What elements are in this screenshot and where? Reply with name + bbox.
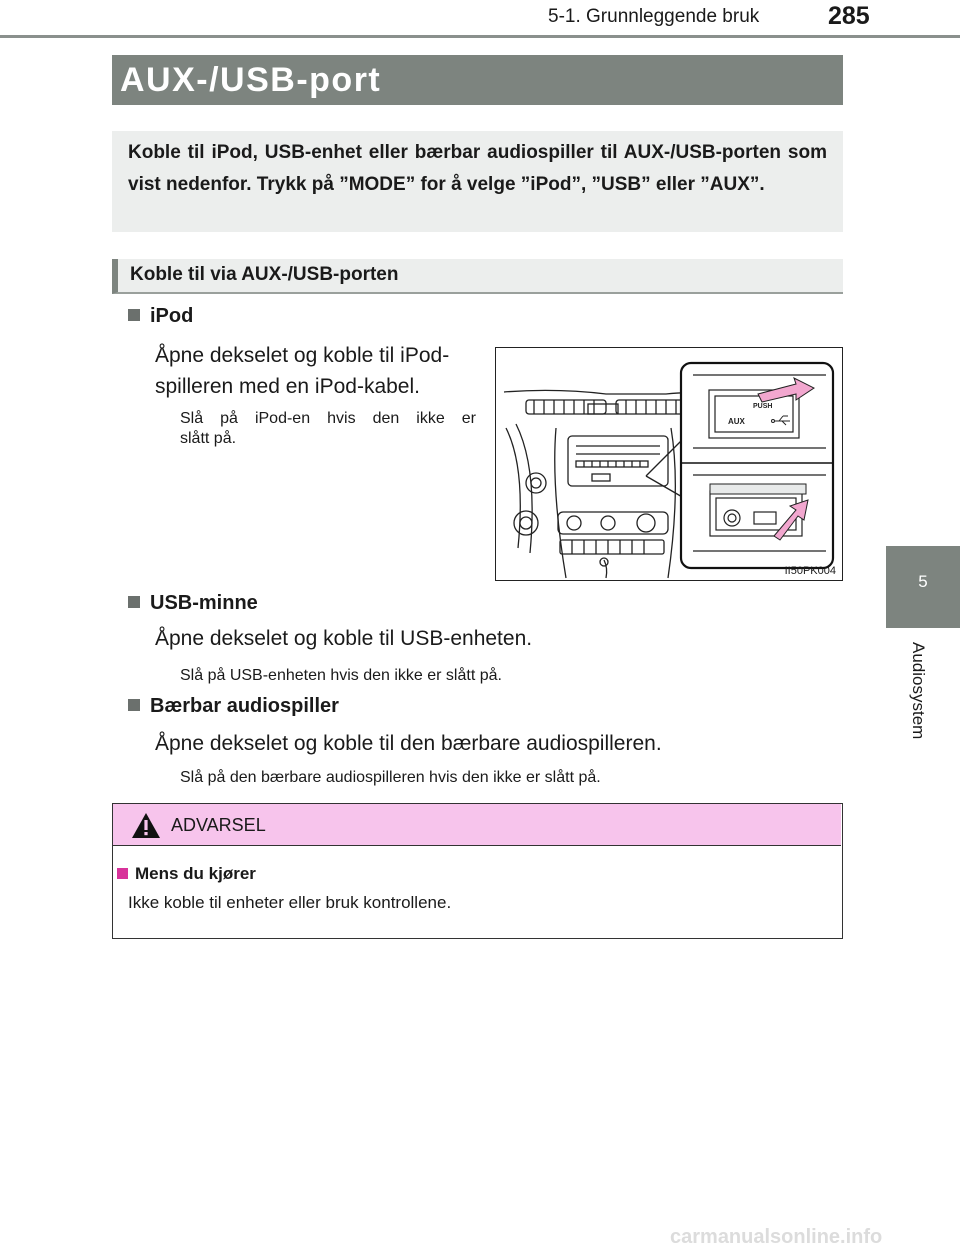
warning-label: ADVARSEL <box>171 815 266 835</box>
item-note-usb: Slå på USB-enheten hvis den ikke er slått på. <box>180 667 502 684</box>
item-heading-usb: USB-minne <box>128 592 258 615</box>
header-section-title: 5-1. Grunnleggende bruk <box>548 6 760 27</box>
item-note-ipod: Slå på iPod-en hvis den ikke er slått på. <box>180 410 476 447</box>
subheading: Koble til via AUX-/USB-porten <box>130 264 399 285</box>
page-number: 285 <box>828 2 870 30</box>
item-text-portable: Åpne dekselet og koble til den bærbare audiospilleren. <box>155 732 662 755</box>
chapter-number: 5 <box>918 572 928 591</box>
warning-subheading: Mens du kjører <box>135 864 256 883</box>
item-text-usb: Åpne dekselet og koble til USB-enheten. <box>155 627 533 650</box>
subheading-bar <box>112 259 843 294</box>
item-text-ipod: Åpne dekselet og koble til iPod- spilleren med en iPod-kabel. <box>155 344 450 398</box>
item-heading-portable: Bærbar audiospiller <box>128 695 339 718</box>
header-rule <box>0 35 960 38</box>
warning-header <box>113 804 841 846</box>
aux-label: AUX <box>728 417 745 426</box>
item-heading-ipod: iPod <box>128 305 193 328</box>
intro-box <box>112 131 843 232</box>
bullet-square-icon <box>128 596 140 608</box>
warning-triangle-icon <box>131 812 161 839</box>
dashboard-figure <box>495 347 843 581</box>
item-note-portable: Slå på den bærbare audiospilleren hvis den ikke er slått på. <box>180 769 601 786</box>
page-title: AUX-/USB-port <box>120 61 382 99</box>
title-bar <box>112 55 843 105</box>
chapter-label: Audiosystem <box>909 642 928 740</box>
figure-code: II50PK004 <box>784 565 836 577</box>
warning-text: Ikke koble til enheter eller bruk kontrollene. <box>128 893 452 912</box>
bullet-square-icon <box>128 699 140 711</box>
warning-box <box>112 803 843 939</box>
dashboard-aux-usb-illustration <box>496 348 841 579</box>
bullet-square-icon <box>128 309 140 321</box>
warning-bullet-icon <box>117 868 128 879</box>
push-label: PUSH <box>753 403 773 410</box>
intro-text: Koble til iPod, USB-enhet eller bærbar audiospiller til AUX-/USB-porten som vist nedenfor. Trykk på ”MODE” for å velge ”iPod”, ”USB” eller ”AUX”. <box>128 142 827 195</box>
watermark: carmanualsonline.info <box>670 1226 883 1248</box>
chapter-label-area <box>886 628 960 758</box>
